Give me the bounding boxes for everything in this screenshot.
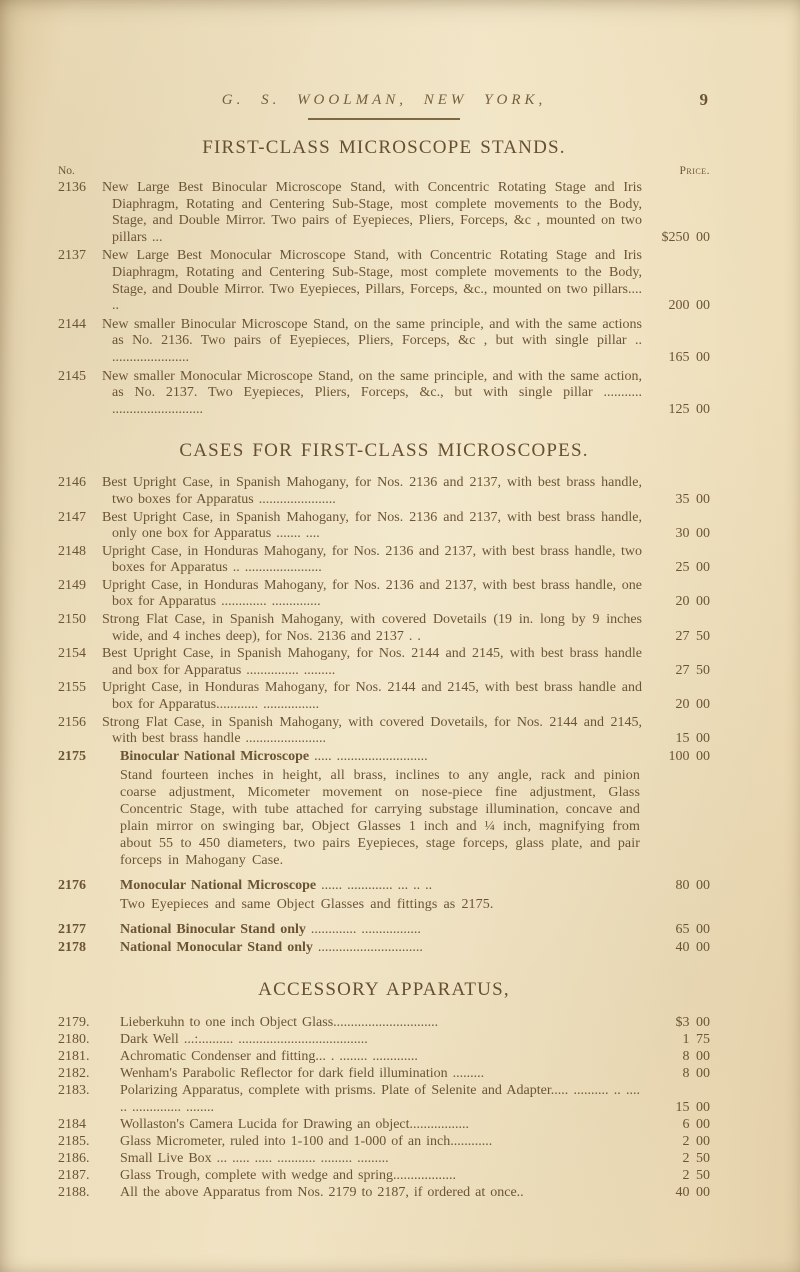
item-price: 8 00	[682, 1065, 710, 1081]
item-number: 2154	[58, 646, 86, 662]
page-number: 9	[699, 90, 708, 109]
item-price: 2 50	[682, 1167, 710, 1183]
running-header	[58, 92, 710, 109]
catalog-item-2185	[58, 1134, 710, 1151]
item-number: 2149	[58, 577, 86, 593]
no-column-label: No.	[58, 165, 75, 177]
item-text: New smaller Binocular Microscope Stand, on the same principle, and with the same actions as No. 2136. Two pairs of Eyepieces, Pliers, Forceps, &c , but with single pillar .. ......................	[102, 316, 642, 365]
item-number: 2179.	[58, 1014, 90, 1030]
item-text: Wollaston's Camera Lucida for Drawing an object.................	[120, 1116, 470, 1132]
item-price: 27 50	[675, 628, 710, 644]
catalog-item-2136	[58, 180, 710, 246]
catalog-item-2150	[58, 612, 710, 645]
catalog-item-2186	[58, 1151, 710, 1168]
catalog-item-2188	[58, 1185, 710, 1202]
item-number: 2183.	[58, 1082, 90, 1098]
item-number: 2137	[58, 248, 86, 264]
item-price: 8 00	[682, 1048, 710, 1064]
item-price: 15 00	[675, 731, 710, 747]
catalog-item-2177	[58, 922, 710, 939]
item-leaders: ..............................	[312, 939, 423, 955]
item-price: 40 00	[675, 1184, 710, 1200]
item-leaders: ...... ............. ... .. ..	[316, 877, 433, 893]
price-column-label: Price.	[679, 165, 710, 177]
catalog-item-2178	[58, 940, 710, 957]
item-price: 2 50	[682, 1150, 710, 1166]
item-price: 6 00	[682, 1116, 710, 1132]
item-leaders: ..... ..........................	[309, 748, 428, 764]
page-content	[58, 0, 710, 1202]
item-number: 2148	[58, 543, 86, 559]
item-text: Dark Well ...:.......... .....................................	[120, 1031, 368, 1047]
item-text: Upright Case, in Honduras Mahogany, for Nos. 2136 and 2137, with best brass handle, two boxes for Apparatus .. ......................	[102, 543, 642, 576]
item-text: Best Upright Case, in Spanish Mahogany, for Nos. 2136 and 2137, with best brass handle, only one box for Apparatus ....... ....	[102, 509, 642, 542]
running-header-title: G. S. WOOLMAN, NEW YORK,	[221, 92, 547, 108]
catalog-item-2180	[58, 1032, 710, 1049]
item-number: 2147	[58, 509, 86, 525]
item-price: 35 00	[675, 491, 710, 507]
item-number: 2155	[58, 680, 86, 696]
section-3	[58, 979, 710, 1202]
catalog-item-2148	[58, 544, 710, 577]
item-text: Best Upright Case, in Spanish Mahogany, for Nos. 2144 and 2145, with best brass handle and box for Apparatus ............... .........	[102, 646, 642, 678]
item-price: 100 00	[668, 748, 710, 764]
item-number: 2176	[58, 877, 86, 893]
item-number: 2136	[58, 180, 86, 195]
sections	[58, 137, 710, 1202]
catalog-item-2147	[58, 510, 710, 543]
item-price: $250 00	[661, 229, 710, 245]
item-price: 30 00	[675, 526, 710, 542]
item-list	[58, 180, 710, 418]
item-number: 2185.	[58, 1133, 90, 1149]
item-price: $3 00	[675, 1014, 710, 1030]
item-price: 20 00	[675, 697, 710, 713]
item-text: Strong Flat Case, in Spanish Mahogany, with covered Dovetails, for Nos. 2144 and 2145, with best brass handle .......................	[102, 714, 642, 747]
item-text: Lieberkuhn to one inch Object Glass..............................	[120, 1014, 439, 1030]
item-text: Upright Case, in Honduras Mahogany, for Nos. 2144 and 2145, with best brass handle and box for Apparatus............ ................	[102, 680, 642, 713]
item-price: 40 00	[675, 939, 710, 955]
item-text: New smaller Monocular Microscope Stand, on the same principle, and with the same action, as No. 2137. Two Eyepieces, Pliers, Forceps, &c., but with single pillar ........... ..........................	[102, 368, 642, 417]
catalog-item-2187	[58, 1168, 710, 1185]
catalog-item-2149	[58, 578, 710, 611]
catalog-item-2145	[58, 369, 710, 419]
item-number: 2175	[58, 748, 86, 764]
item-price: 125 00	[668, 401, 710, 417]
item-price: 1 75	[682, 1031, 710, 1047]
catalog-item-2146	[58, 475, 710, 508]
item-number: 2181.	[58, 1048, 90, 1064]
item-number: 2177	[58, 922, 86, 938]
item-number: 2150	[58, 612, 86, 628]
item-number: 2178	[58, 939, 86, 955]
item-text: Upright Case, in Honduras Mahogany, for Nos. 2136 and 2137, with best brass handle, one box for Apparatus ............. ..............	[102, 577, 642, 610]
item-text: National Monocular Stand only	[120, 939, 313, 955]
item-description: Stand fourteen inches in height, all brass, inclines to any angle, rack and pinion coarse adjustment, Micometer movement on nose-piece fine adjustment, Glass Concentric Stage, with tube attached for carrying substage illumination, concave and plain mirror on swinging bar, Object Glasses 1 inch and ¼ inch, magnifying from about 55 to 450 diameters, two pairs Eyepieces, stage forceps, glass plate, and pair forceps in Mahogany Case.	[120, 768, 640, 868]
item-text: Binocular National Microscope	[120, 748, 310, 764]
columns-row	[58, 165, 710, 177]
item-number: 2146	[58, 475, 86, 491]
item-number: 2187.	[58, 1167, 90, 1183]
catalog-item-2184	[58, 1117, 710, 1134]
item-text: National Binocular Stand only	[120, 922, 306, 938]
header-rule	[308, 118, 460, 120]
item-price: 200 00	[668, 298, 710, 314]
item-number: 2188.	[58, 1184, 90, 1200]
item-price: 15 00	[675, 1099, 710, 1115]
item-price: 165 00	[668, 349, 710, 365]
item-text: All the above Apparatus from Nos. 2179 to 2187, if ordered at once..	[120, 1184, 524, 1200]
item-list	[58, 475, 710, 956]
item-text: Best Upright Case, in Spanish Mahogany, for Nos. 2136 and 2137, with best brass handle, two boxes for Apparatus ......................	[102, 475, 642, 507]
item-number: 2182.	[58, 1065, 90, 1081]
section-heading: CASES FOR FIRST-CLASS MICROSCOPES.	[179, 440, 589, 462]
item-price: 20 00	[675, 594, 710, 610]
item-text: New Large Best Binocular Microscope Stand, with Concentric Rotating Stage and Iris Diaphragm, Rotating and Centering Sub-Stage, most complete movements to the Body, Stage, and Double Mirror. Two pairs of Eyepieces, Pliers, Forceps, &c , mounted on two pillars ...	[102, 180, 642, 245]
item-list	[58, 1015, 710, 1202]
section-heading: ACCESSORY APPARATUS,	[258, 978, 510, 1000]
item-price: 2 00	[682, 1133, 710, 1149]
catalog-item-2155	[58, 680, 710, 713]
item-price: 25 00	[675, 560, 710, 576]
item-text: New Large Best Monocular Microscope Stand, with Concentric Rotating Stage and Iris Diaphragm, Rotating and Centering Sub-Stage, most complete movements to the Body, Stage, and Double Mirror. Two Eyepieces, Pillars, Forceps, &c., mounted on two pillars.... ..	[102, 248, 642, 314]
catalog-item-2154	[58, 646, 710, 679]
item-text: Glass Trough, complete with wedge and spring..................	[120, 1167, 457, 1183]
item-description: Two Eyepieces and same Object Glasses and fittings as 2175.	[120, 897, 494, 913]
item-text: Small Live Box ... ..... ..... ........... ......... .........	[120, 1150, 389, 1166]
catalog-item-2144	[58, 317, 710, 367]
item-number: 2144	[58, 316, 86, 332]
item-leaders: ............. .................	[305, 922, 421, 938]
catalog-item-2156	[58, 715, 710, 748]
catalog-item-2176	[58, 878, 710, 895]
catalog-item-2182	[58, 1066, 710, 1083]
catalog-item-2183	[58, 1083, 710, 1116]
item-text: Polarizing Apparatus, complete with prisms. Plate of Selenite and Adapter..... .......... .. .... .. .............. ........	[120, 1082, 640, 1115]
item-number: 2145	[58, 368, 86, 384]
catalog-item-2175	[58, 749, 710, 766]
item-number: 2184	[58, 1116, 86, 1132]
catalog-item-2181	[58, 1049, 710, 1066]
section-2	[58, 440, 710, 956]
item-price: 27 50	[675, 662, 710, 678]
section-1	[58, 137, 710, 418]
item-text: Glass Micrometer, ruled into 1-100 and 1-000 of an inch............	[120, 1133, 493, 1149]
item-price: 65 00	[675, 922, 710, 938]
catalog-item-2137	[58, 248, 710, 314]
item-text: Strong Flat Case, in Spanish Mahogany, with covered Dovetails (19 in. long by 9 inches wide, and 4 inches deep), for Nos. 2136 and 2137 . .	[102, 612, 642, 644]
section-heading: FIRST-CLASS MICROSCOPE STANDS.	[202, 137, 566, 158]
item-number: 2156	[58, 714, 86, 730]
item-text: Wenham's Parabolic Reflector for dark field illumination .........	[120, 1065, 485, 1081]
catalog-item-2179	[58, 1015, 710, 1032]
item-price: 80 00	[675, 877, 710, 893]
item-number: 2186.	[58, 1150, 90, 1166]
item-number: 2180.	[58, 1031, 90, 1047]
item-text: Monocular National Microscope	[120, 877, 317, 893]
item-text: Achromatic Condenser and fitting... . ........ .............	[120, 1048, 418, 1064]
